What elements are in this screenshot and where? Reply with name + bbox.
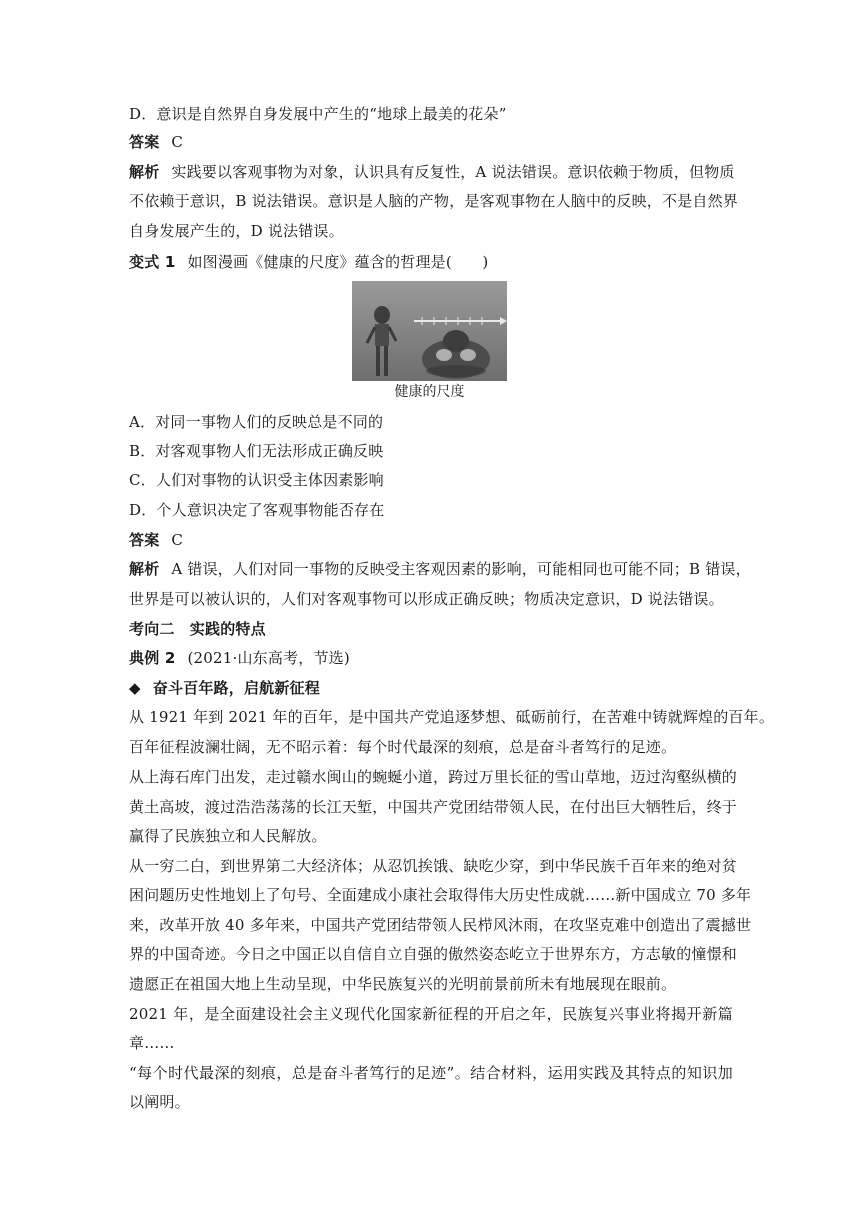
option-b: B．对客观事物人们无法形成正确反映 <box>129 442 384 460</box>
answer-value: C <box>171 531 184 549</box>
analysis-2-line-2: 世界是可以被认识的，人们对客观事物可以形成正确反映；物质决定意识，D 说法错误。 <box>129 590 724 608</box>
example-label: 典例 2 <box>129 649 176 667</box>
analysis-2-line-1 <box>129 559 751 579</box>
material-line: 黄土高坡，渡过浩浩荡荡的长江天堑，中国共产党团结带领人民，在付出巨大牺牲后，终于 <box>129 798 738 816</box>
answer-label: 答案 <box>129 531 160 549</box>
example-row <box>129 648 733 668</box>
material-line: 赢得了民族独立和人民解放。 <box>129 827 327 845</box>
material-line: 百年征程波澜壮阔，无不昭示着：每个时代最深的刻痕，总是奋斗者笃行的足迹。 <box>129 738 677 756</box>
analysis-text: A 错误，人们对同一事物的反映受主客观因素的影响，可能相同也可能不同；B 错误， <box>171 560 751 578</box>
figure-caption: 健康的尺度 <box>394 384 465 400</box>
cartoon-image <box>352 281 507 381</box>
analysis-text: 实践要以客观事物为对象，认识具有反复性，A 说法错误。意识依赖于物质，但物质 <box>171 163 735 181</box>
material-line: 来，改革开放 40 多年来，中国共产党团结带领人民栉风沐雨，在攻坚克难中创造出了震撼世 <box>129 916 752 934</box>
material-line: 界的中国奇迹。今日之中国正以自信自立自强的傲然姿态屹立于世界东方，方志敏的憧憬和 <box>129 945 738 963</box>
cartoon-illustration <box>352 281 507 381</box>
analysis-label: 解析 <box>129 163 160 181</box>
analysis-1-line-2: 不依赖于意识，B 说法错误。意识是人脑的产物，是客观事物在人脑中的反映，不是自然界 <box>129 192 738 210</box>
analysis-1-line-3: 自身发展产生的，D 说法错误。 <box>129 222 344 240</box>
answer-row-1 <box>129 132 733 152</box>
question-line-2: 以阐明。 <box>129 1093 190 1111</box>
section-heading: 考向二 实践的特点 <box>129 620 266 638</box>
diamond-bullet-icon: ◆ <box>129 679 141 697</box>
variant-question: 如图漫画《健康的尺度》蕴含的哲理是( ) <box>187 253 489 271</box>
question-line-1: “每个时代最深的刻痕，总是奋斗者笃行的足迹”。结合材料，运用实践及其特点的知识加 <box>129 1064 733 1082</box>
option-c: C．人们对事物的认识受主体因素影响 <box>129 471 384 489</box>
material-title-row <box>129 678 733 698</box>
material-line: 遗愿正在祖国大地上生动呈现，中华民族复兴的光明前景前所未有地展现在眼前。 <box>129 975 677 993</box>
variant-question-row <box>129 252 733 272</box>
material-title: 奋斗百年路，启航新征程 <box>152 679 320 697</box>
material-line: 2021 年，是全面建设社会主义现代化国家新征程的开启之年，民族复兴事业将揭开新篇 <box>129 1005 733 1023</box>
material-line: 困问题历史性地划上了句号、全面建成小康社会取得伟大历史性成就……新中国成立 70 多年 <box>129 886 752 904</box>
answer-row-2 <box>129 530 733 550</box>
option-a: A．对同一事物人们的反映总是不同的 <box>129 413 384 431</box>
material-line: 从 1921 年到 2021 年的百年，是中国共产党追逐梦想、砥砺前行，在苦难中铸就辉煌的百年。 <box>129 708 775 726</box>
option-d: D．个人意识决定了客观事物能否存在 <box>129 501 385 519</box>
analysis-label: 解析 <box>129 560 160 578</box>
analysis-1-line-1 <box>129 162 733 182</box>
material-line: 从上海石库门出发，走过赣水闽山的蜿蜒小道，跨过万里长征的雪山草地，迈过沟壑纵横的 <box>129 768 738 786</box>
material-line: 从一穷二白，到世界第二大经济体；从忍饥挨饿、缺吃少穿，到中华民族千百年来的绝对贫 <box>129 857 738 875</box>
option-d-text: D．意识是自然界自身发展中产生的“地球上最美的花朵” <box>129 105 507 123</box>
material-line: 章…… <box>129 1034 175 1052</box>
answer-value: C <box>171 133 184 151</box>
answer-label: 答案 <box>129 133 160 151</box>
example-source: (2021·山东高考，节选) <box>187 649 350 667</box>
variant-label: 变式 1 <box>129 253 176 271</box>
